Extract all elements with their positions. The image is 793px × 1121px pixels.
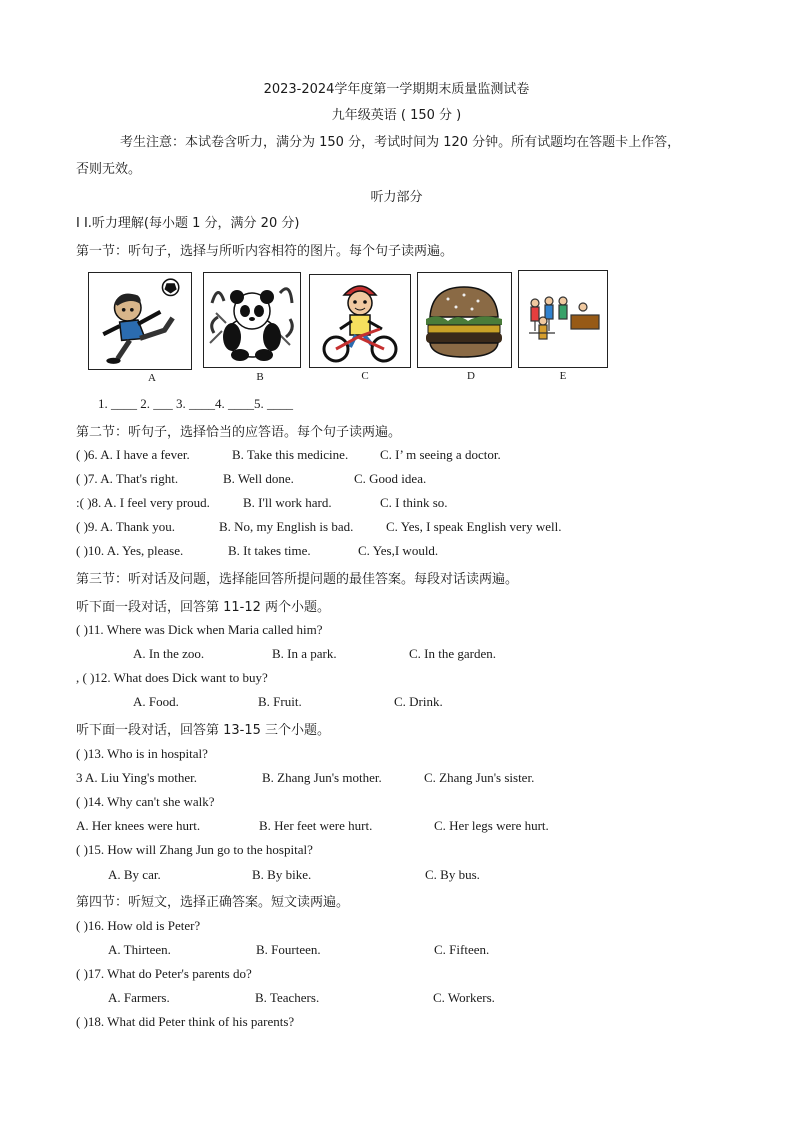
q10-option-c: C. Yes,I would. [358,543,439,558]
picture-c [309,274,411,368]
s1-answer-blanks: 1. ____ 2. ___ 3. ____4. ____5. ____ [98,396,293,411]
s4-heading: 第四节：听短文，选择正确答案。短文读两遍。 [76,895,350,910]
q13-option-c: C. Zhang Jun's sister. [424,770,535,785]
classroom-group-icon [519,271,607,367]
q13-option-a: 3 A. Liu Ying's mother. [76,770,198,785]
soccer-player-icon [89,273,191,369]
q16-option-a: A. Thirteen. [108,942,171,957]
q15-stem: ( )15. How will Zhang Jun go to the hospital? [76,842,313,857]
q9-stem: ( )9. A. Thank you. [76,519,176,534]
q14-stem: ( )14. Why can't she walk? [76,794,215,809]
notice-line-1: 考生注意：本试卷含听力，满分为 150 分，考试时间为 120 分钟。所有试题均在答题卡上作答， [120,135,681,150]
q16-option-c: C. Fifteen. [434,942,490,957]
q6-stem: ( )6. A. I have a fever. [76,447,190,462]
picture-a-label: A [148,372,156,384]
q7-stem: ( )7. A. That's right. [76,471,179,486]
q10-stem: ( )10. A. Yes, please. [76,543,184,558]
q11-option-a: A. In the zoo. [133,646,205,661]
q12-option-b: B. Fruit. [258,694,302,709]
s3-intro-2: 听下面一段对话，回答第 13-15 三个小题。 [76,723,331,738]
picture-c-label: C [361,370,369,382]
q14-option-a: A. Her knees were hurt. [76,818,201,833]
q16-option-b: B. Fourteen. [256,942,321,957]
q11-option-c: C. In the garden. [409,646,497,661]
picture-d-label: D [467,370,475,382]
q6-option-b: B. Take this medicine. [232,447,349,462]
q12-option-c: C. Drink. [394,694,443,709]
q14-option-b: B. Her feet were hurt. [259,818,373,833]
q13-stem: ( )13. Who is in hospital? [76,746,208,761]
q14-option-c: C. Her legs were hurt. [434,818,549,833]
q15-option-a: A. By car. [108,867,161,882]
q8-option-b: B. I'll work hard. [243,495,332,510]
q15-option-c: C. By bus. [425,867,480,882]
q18-stem: ( )18. What did Peter think of his parents? [76,1014,295,1029]
q12-stem: , ( )12. What does Dick want to buy? [76,670,268,685]
picture-e [518,270,608,368]
q17-option-a: A. Farmers. [108,990,170,1005]
q6-option-c: C. I’ m seeing a doctor. [380,447,501,462]
picture-b [203,272,301,368]
section-heading: Ⅰ I.听力理解(每小题 1 分，满分 20 分) [76,216,300,231]
s3-heading: 第三节：听对话及问题，选择能回答所提问题的最佳答案。每段对话读两遍。 [76,572,519,587]
notice-line-2: 否则无效。 [76,162,142,177]
q8-option-c: C. I think so. [380,495,448,510]
q12-option-a: A. Food. [133,694,179,709]
q16-stem: ( )16. How old is Peter? [76,918,201,933]
exam-title: 2023-2024学年度第一学期期末质量监测试卷 [263,82,530,97]
panda-icon [204,273,300,367]
s2-heading: 第二节：听句子，选择恰当的应答语。每个句子读两遍。 [76,425,402,440]
s1-heading: 第一节：听句子，选择与所听内容相符的图片。每个句子读两遍。 [76,244,454,259]
q11-option-b: B. In a park. [272,646,337,661]
part-title: 听力部分 [370,190,423,205]
s3-intro-1: 听下面一段对话，回答第 11-12 两个小题。 [76,600,331,615]
exam-subtitle: 九年级英语 ( 150 分 ) [331,108,462,123]
picture-a [88,272,192,370]
q7-option-b: B. Well done. [223,471,294,486]
cyclist-icon [310,275,410,367]
q13-option-b: B. Zhang Jun's mother. [262,770,382,785]
hamburger-icon [418,273,511,367]
picture-e-label: E [559,370,567,382]
q17-stem: ( )17. What do Peter's parents do? [76,966,252,981]
picture-b-label: B [256,371,264,383]
q7-option-c: C. Good idea. [354,471,427,486]
q11-stem: ( )11. Where was Dick when Maria called him? [76,622,323,637]
q9-option-c: C. Yes, I speak English very well. [386,519,562,534]
q15-option-b: B. By bike. [252,867,312,882]
picture-d [417,272,512,368]
q10-option-b: B. It takes time. [228,543,311,558]
q17-option-b: B. Teachers. [255,990,320,1005]
q9-option-b: B. No, my English is bad. [219,519,354,534]
q8-stem: :( )8. A. I feel very proud. [76,495,210,510]
q17-option-c: C. Workers. [433,990,495,1005]
